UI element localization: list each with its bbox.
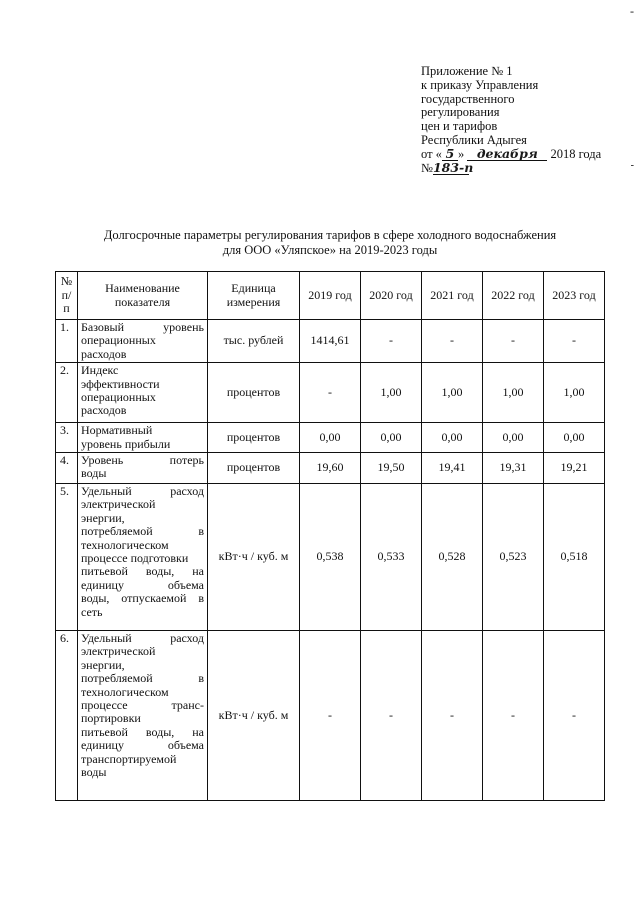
number-value: 183-п [432, 159, 474, 175]
value-2023: 0,00 [544, 423, 605, 453]
row-unit: процентов [208, 423, 300, 453]
header-2021: 2021 год [422, 272, 483, 320]
date-month: декабря [467, 148, 547, 161]
value-2021: 0,528 [422, 484, 483, 631]
value-2022: - [483, 320, 544, 363]
row-name: Удельный расход электрической энергии, потребляемой в технологическом процессе подготовки питьевой воды, на единицу объема воды, отпускаемой в сеть [78, 484, 208, 631]
value-2019: 0,00 [300, 423, 361, 453]
table-body [56, 320, 605, 801]
value-2020: - [361, 631, 422, 801]
header-line-6: Республики Адыгея [421, 132, 527, 147]
row-num: 1. [56, 320, 78, 363]
value-2023: 19,21 [544, 453, 605, 484]
value-2023: - [544, 631, 605, 801]
number-prefix: № [421, 160, 433, 175]
row-unit: процентов [208, 363, 300, 423]
row-num: 6. [56, 631, 78, 801]
side-dash: - [630, 160, 634, 171]
row-num: 5. [56, 484, 78, 631]
date-prefix: от « [421, 146, 442, 161]
header-2020: 2020 год [361, 272, 422, 320]
date-mid: » [457, 146, 465, 161]
table-row [56, 320, 605, 363]
value-2020: 1,00 [361, 363, 422, 423]
table-row [56, 423, 605, 453]
parameters-table [55, 271, 605, 801]
table-row [56, 484, 605, 631]
header-line-3: государственного [421, 91, 515, 106]
order-number [421, 159, 631, 176]
header-2022: 2022 год [483, 272, 544, 320]
header-2019: 2019 год [300, 272, 361, 320]
value-2022: 19,31 [483, 453, 544, 484]
row-name: Базовый уровень операционных расходов [78, 320, 208, 363]
row-num: 3. [56, 423, 78, 453]
value-2019: 1414,61 [300, 320, 361, 363]
value-2020: 19,50 [361, 453, 422, 484]
value-2023: 1,00 [544, 363, 605, 423]
row-name: Индекс эффективности операционных расходов [78, 363, 208, 423]
row-num: 2. [56, 363, 78, 423]
row-unit: процентов [208, 453, 300, 484]
document-title [60, 228, 600, 257]
value-2022: 0,523 [483, 484, 544, 631]
value-2021: 19,41 [422, 453, 483, 484]
value-2022: 1,00 [483, 363, 544, 423]
value-2019: - [300, 363, 361, 423]
appendix-number: Приложение № 1 [421, 64, 513, 78]
value-2021: - [422, 320, 483, 363]
value-2020: - [361, 320, 422, 363]
header-2023: 2023 год [544, 272, 605, 320]
value-2019: - [300, 631, 361, 801]
table-row [56, 363, 605, 423]
table-row [56, 453, 605, 484]
header-num: № п/ п [56, 272, 78, 320]
value-2021: - [422, 631, 483, 801]
value-2019: 19,60 [300, 453, 361, 484]
row-name: Нормативный уровень прибыли [78, 423, 208, 453]
value-2021: 0,00 [422, 423, 483, 453]
table-header-row [56, 272, 605, 320]
row-name: Удельный расход электрической энергии, потребляемой в технологическом процессе транс- портировки питьевой воды, на единицу объема транспортируемой воды [78, 631, 208, 801]
row-unit: кВт·ч / куб. м [208, 484, 300, 631]
title-line-2: для ООО «Уляпское» на 2019-2023 годы [222, 242, 438, 257]
value-2022: 0,00 [483, 423, 544, 453]
title-line-1: Долгосрочные параметры регулирования тарифов в сфере холодного водоснабжения [103, 228, 557, 242]
row-num: 4. [56, 453, 78, 484]
header-unit: Единица измерения [208, 272, 300, 320]
row-unit: кВт·ч / куб. м [208, 631, 300, 801]
value-2023: 0,518 [544, 484, 605, 631]
table-row [56, 631, 605, 801]
corner-mark: - [630, 4, 634, 18]
value-2020: 0,533 [361, 484, 422, 631]
value-2022: - [483, 631, 544, 801]
date-day: 5 [442, 148, 458, 161]
header-line-4: регулирования [421, 105, 500, 120]
value-2019: 0,538 [300, 484, 361, 631]
date-year: 2018 года [550, 146, 602, 161]
value-2021: 1,00 [422, 363, 483, 423]
row-name: Уровень потерь воды [78, 453, 208, 484]
header-name: Наименование показателя [78, 272, 208, 320]
header-line-2: к приказу Управления [421, 77, 539, 92]
value-2020: 0,00 [361, 423, 422, 453]
row-unit: тыс. рублей [208, 320, 300, 363]
value-2023: - [544, 320, 605, 363]
header-line-5: цен и тарифов [421, 119, 498, 134]
appendix-header [421, 65, 631, 175]
